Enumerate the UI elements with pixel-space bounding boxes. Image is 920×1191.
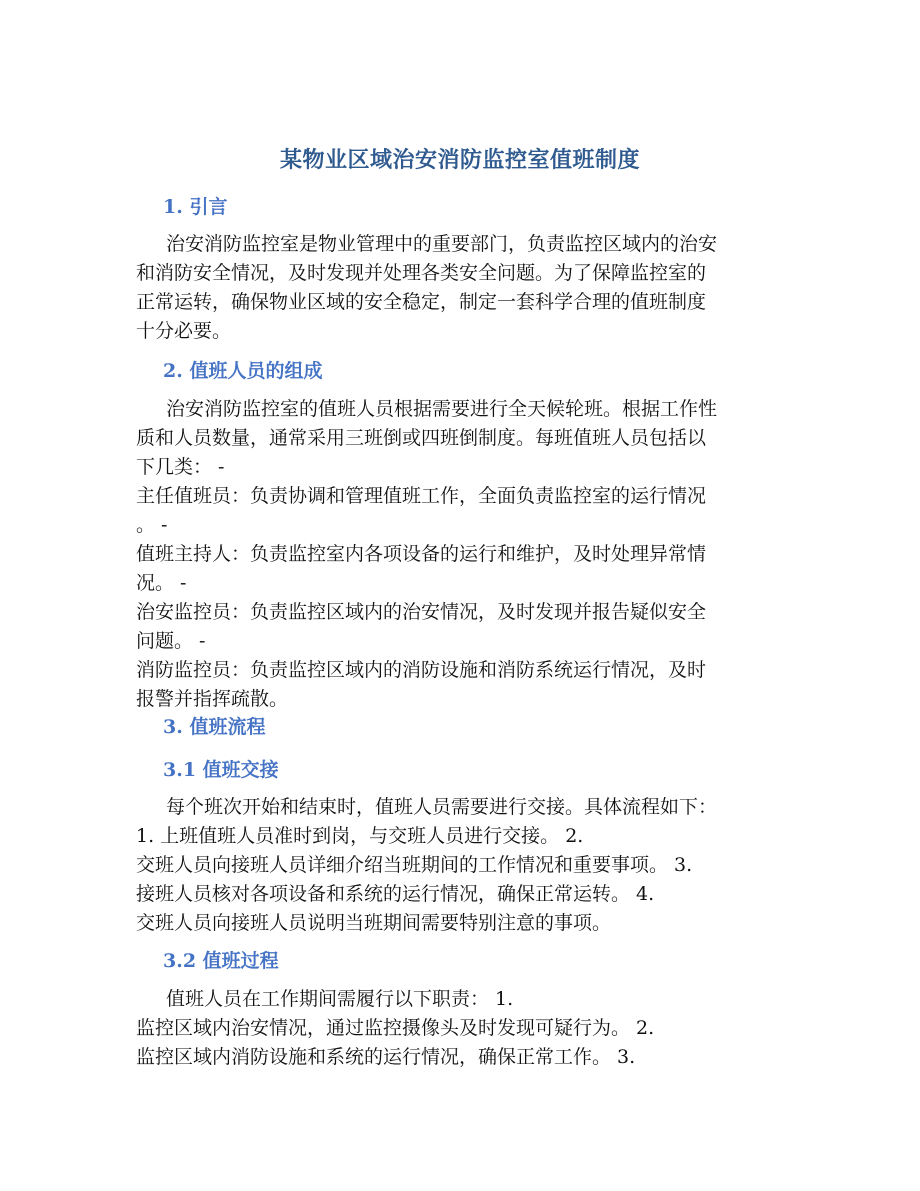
paragraph-shift-handover — [136, 793, 786, 938]
text-line: 每个班次开始和结束时，值班人员需要进行交接。具体流程如下： — [166, 796, 718, 818]
heading-shift-handover: 3.1 值班交接 — [163, 759, 279, 781]
paragraph-introduction — [136, 230, 786, 346]
text-line: 1. 上班值班人员准时到岗，与交班人员进行交接。 2. — [136, 825, 584, 847]
heading-introduction: 1. 引言 — [163, 196, 228, 218]
text-line: 监控区域内治安情况，通过监控摄像头及时发现可疑行为。 2. — [136, 1017, 655, 1039]
text-line: 问题。 - — [136, 630, 206, 652]
heading-duty-process: 3. 值班流程 — [163, 716, 266, 738]
heading-staff-composition: 2. 值班人员的组成 — [163, 360, 323, 382]
text-line: 和消防安全情况，及时发现并处理各类安全问题。为了保障监控室的 — [136, 262, 707, 284]
text-line: 治安监控员：负责监控区域内的治安情况，及时发现并报告疑似安全 — [136, 601, 707, 623]
paragraph-staff-composition — [136, 395, 786, 714]
text-line: 治安消防监控室的值班人员根据需要进行全天候轮班。根据工作性 — [166, 398, 718, 420]
text-line: 质和人员数量，通常采用三班倒或四班倒制度。每班值班人员包括以 — [136, 427, 707, 449]
text-line: 主任值班员：负责协调和管理值班工作，全面负责监控室的运行情况 — [136, 485, 707, 507]
text-line: 值班主持人：负责监控室内各项设备的运行和维护，及时处理异常情 — [136, 543, 707, 565]
text-line: 十分必要。 — [136, 320, 232, 342]
text-line: 正常运转，确保物业区域的安全稳定，制定一套科学合理的值班制度 — [136, 291, 707, 313]
text-line: 况。 - — [136, 572, 187, 594]
text-line: 。 - — [136, 514, 168, 536]
paragraph-duty-process-details — [136, 985, 786, 1072]
text-line: 治安消防监控室是物业管理中的重要部门，负责监控区域内的治安 — [166, 233, 718, 255]
text-line: 值班人员在工作期间需履行以下职责： 1. — [166, 988, 514, 1010]
text-line: 接班人员核对各项设备和系统的运行情况，确保正常运转。 4. — [136, 883, 655, 905]
text-line: 监控区域内消防设施和系统的运行情况，确保正常工作。 3. — [136, 1046, 636, 1068]
text-line: 下几类： - — [136, 456, 225, 478]
document-title: 某物业区域治安消防监控室值班制度 — [279, 147, 640, 173]
text-line: 交班人员向接班人员说明当班期间需要特别注意的事项。 — [136, 912, 612, 934]
text-line: 交班人员向接班人员详细介绍当班期间的工作情况和重要事项。 3. — [136, 854, 693, 876]
heading-duty-process-details: 3.2 值班过程 — [163, 950, 279, 972]
text-line: 报警并指挥疏散。 — [136, 688, 289, 710]
text-line: 消防监控员：负责监控区域内的消防设施和消防系统运行情况，及时 — [136, 659, 707, 681]
